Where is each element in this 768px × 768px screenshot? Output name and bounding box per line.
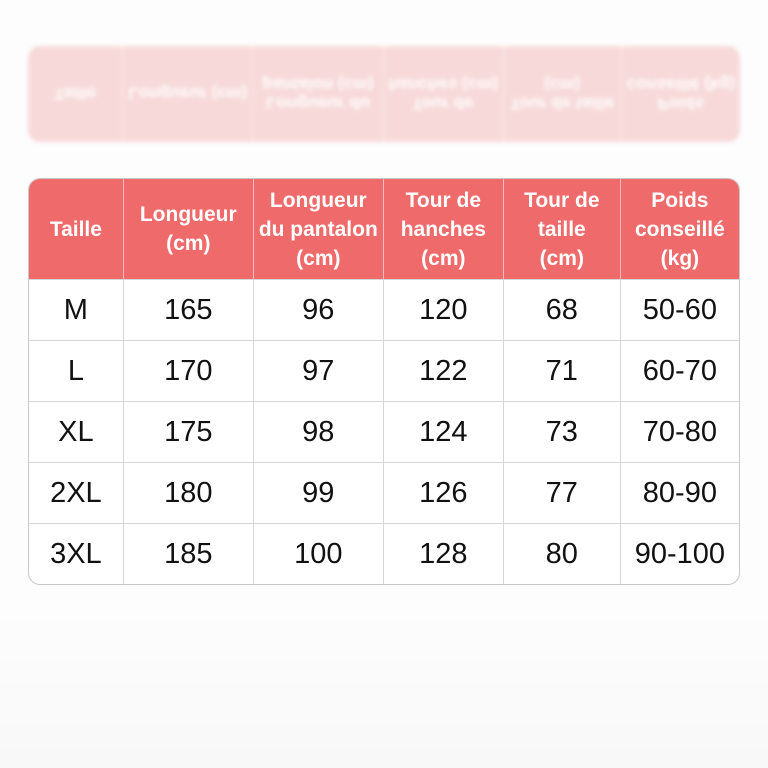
cell-poids: 70-80 — [621, 402, 739, 463]
cell-longueur-pantalon: 96 — [254, 280, 384, 341]
cell-size: M — [29, 280, 124, 341]
ghost-header-taille: Taille — [28, 46, 123, 142]
cell-longueur: 170 — [124, 341, 254, 402]
size-table — [28, 178, 740, 585]
header-tour-taille: Tour de taille (cm) — [504, 179, 621, 280]
cell-tour-hanches: 128 — [384, 524, 504, 584]
header-row — [29, 179, 739, 280]
header-longueur: Longueur (cm) — [124, 179, 254, 280]
cell-size: XL — [29, 402, 124, 463]
cell-size: 2XL — [29, 463, 124, 524]
cell-poids: 80-90 — [621, 463, 739, 524]
header-tour-hanches: Tour de hanches (cm) — [384, 179, 504, 280]
cell-tour-taille: 71 — [504, 341, 621, 402]
cell-tour-hanches: 126 — [384, 463, 504, 524]
cell-size: 3XL — [29, 524, 124, 584]
table-row-l — [29, 341, 739, 402]
cell-longueur-pantalon: 100 — [254, 524, 384, 584]
ghost-header-row — [28, 46, 740, 142]
ghost-header-tour-hanches: Tour de hanches (cm) — [384, 46, 504, 142]
table-row-2xl — [29, 463, 739, 524]
cell-longueur: 185 — [124, 524, 254, 584]
cell-tour-hanches: 120 — [384, 280, 504, 341]
cell-tour-taille: 68 — [504, 280, 621, 341]
cell-tour-hanches: 124 — [384, 402, 504, 463]
header-poids-conseille: Poids conseillé (kg) — [621, 179, 739, 280]
table-row-xl — [29, 402, 739, 463]
cell-poids: 90-100 — [634, 537, 726, 570]
cell-tour-hanches: 122 — [384, 341, 504, 402]
cell-longueur: 180 — [124, 463, 254, 524]
cell-longueur: 175 — [124, 402, 254, 463]
table-row-m — [29, 280, 739, 341]
header-taille: Taille — [29, 179, 124, 280]
cell-longueur: 165 — [124, 280, 254, 341]
cell-longueur-pantalon: 98 — [254, 402, 384, 463]
blurred-header-reflection — [28, 46, 740, 142]
cell-longueur-pantalon: 99 — [254, 463, 384, 524]
cell-poids: 60-70 — [621, 341, 739, 402]
ghost-header-longueur: Longueur (cm) — [123, 46, 253, 142]
cell-tour-taille: 77 — [504, 463, 621, 524]
table-row-3xl — [29, 524, 739, 584]
cell-tour-taille: 73 — [504, 402, 621, 463]
ghost-header-tour-taille: Tour de taille (cm) — [504, 46, 622, 142]
cell-tour-taille: 80 — [504, 524, 621, 584]
cell-poids: 50-60 — [621, 280, 739, 341]
ghost-header-poids: Poids conseillé (kg) — [626, 75, 736, 113]
background-floor — [0, 610, 768, 768]
ghost-header-longueur-pantalon: Longueur du pantalon (cm) — [253, 46, 383, 142]
header-longueur-pantalon: Longueur du pantalon (cm) — [254, 179, 384, 280]
cell-size: L — [29, 341, 124, 402]
cell-longueur-pantalon: 97 — [254, 341, 384, 402]
